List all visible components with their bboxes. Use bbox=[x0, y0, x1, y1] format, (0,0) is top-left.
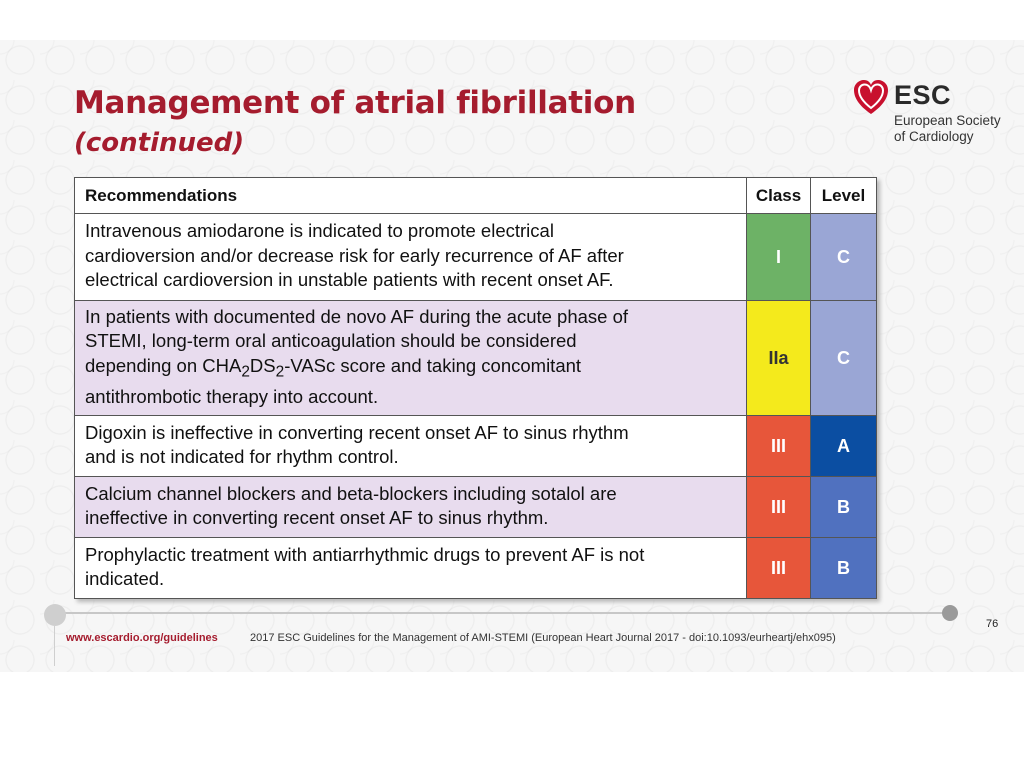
table-row bbox=[75, 477, 877, 538]
table-row bbox=[75, 301, 877, 416]
recommendation-text: Prophylactic treatment with antiarrhythmic drugs to prevent AF is not indicated. bbox=[75, 538, 747, 599]
header-level: Level bbox=[811, 178, 877, 214]
class-badge: III bbox=[747, 477, 811, 538]
logo-name: ESC bbox=[894, 80, 952, 110]
footer-vertical-line bbox=[54, 626, 55, 666]
level-badge: B bbox=[811, 538, 877, 599]
level-badge: C bbox=[811, 214, 877, 301]
level-badge: A bbox=[811, 416, 877, 477]
class-badge: III bbox=[747, 416, 811, 477]
footer-divider bbox=[54, 612, 950, 614]
heart-icon bbox=[852, 78, 890, 118]
level-badge: B bbox=[811, 477, 877, 538]
table-row bbox=[75, 538, 877, 599]
class-badge: III bbox=[747, 538, 811, 599]
recommendations-table bbox=[74, 177, 877, 599]
table-row bbox=[75, 214, 877, 301]
recommendation-text: Digoxin is ineffective in converting recent onset AF to sinus rhythm and is not indicated for rhythm control. bbox=[75, 416, 747, 477]
header-class: Class bbox=[747, 178, 811, 214]
page-number: 76 bbox=[986, 618, 999, 630]
header-recommendations: Recommendations bbox=[75, 178, 747, 214]
recommendation-text: Calcium channel blockers and beta-blockers including sotalol are ineffective in converting recent onset AF to sinus rhythm. bbox=[75, 477, 747, 538]
footer-url-link[interactable]: www.escardio.org/guidelines bbox=[66, 632, 218, 644]
slide-subtitle: (continued) bbox=[74, 128, 245, 158]
level-badge: C bbox=[811, 301, 877, 416]
logo-line-1: European Society bbox=[894, 113, 1001, 128]
recommendation-text: In patients with documented de novo AF during the acute phase of STEMI, long-term oral anticoagulation should be considered depending on $CHA_2DS_2$-VASc score and taking concomitant antithrombotic therapy into account. bbox=[75, 301, 747, 416]
logo-line-2: of Cardiology bbox=[894, 129, 974, 144]
logo-subtitle bbox=[894, 113, 1001, 145]
footer-right-dot bbox=[942, 605, 958, 621]
recommendation-text: Intravenous amiodarone is indicated to promote electrical cardioversion and/or decrease risk for early recurrence of AF after electrical cardioversion in unstable patients with recent onset AF. bbox=[75, 214, 747, 301]
table-header-row bbox=[75, 178, 877, 214]
class-badge: I bbox=[747, 214, 811, 301]
footer-left-dot bbox=[44, 604, 66, 626]
footer-citation: 2017 ESC Guidelines for the Management of AMI-STEMI (European Heart Journal 2017 - doi:10.1093/eurheartj/ehx095) bbox=[250, 632, 836, 644]
slide-title: Management of atrial fibrillation bbox=[74, 85, 636, 121]
table-row bbox=[75, 416, 877, 477]
esc-logo bbox=[852, 78, 1002, 153]
class-badge: IIa bbox=[747, 301, 811, 416]
